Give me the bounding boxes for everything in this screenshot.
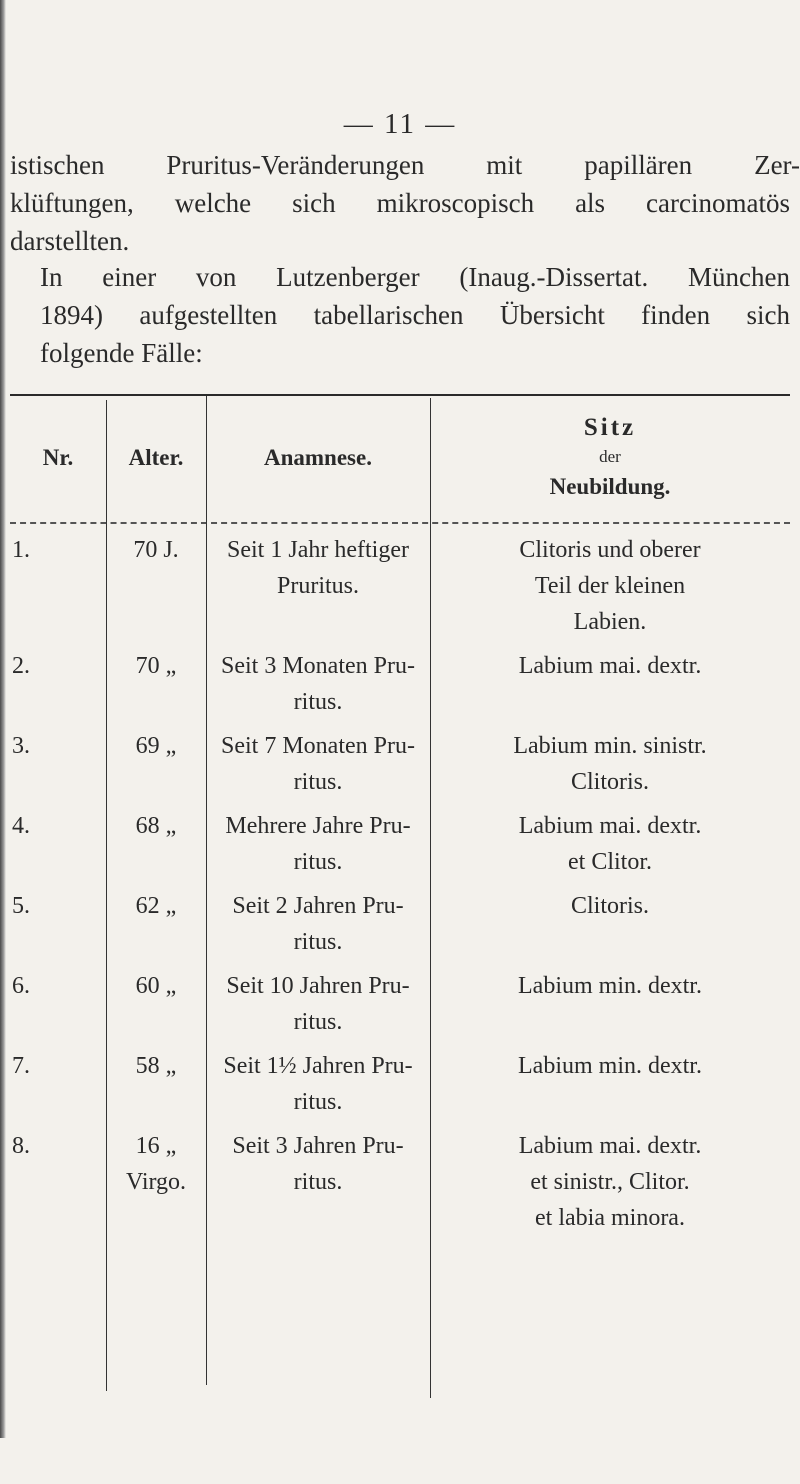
header-sitz-title: Sitz [583,414,637,441]
cell-sitz [430,1048,790,1084]
cell-alter [106,532,206,568]
cell-sitz [430,532,790,640]
cell-sitz [430,968,790,1004]
cell-alter-line: 69 „ [135,733,177,759]
cell-anamnese-line: Mehrere Jahre Pru- [225,813,411,839]
paragraph-1 [10,146,800,260]
cell-anamnese-line: Seit 1½ Jahren Pru- [223,1053,413,1079]
cell-alter [106,888,206,924]
cell-anamnese-line: ritus. [293,689,343,715]
cell-sitz-line: Labium mai. dextr. [518,653,702,679]
cell-anamnese-line: ritus. [293,1009,343,1035]
cell-sitz [430,888,790,924]
paragraph-2 [10,258,790,372]
cell-sitz-line: Labien. [573,609,647,635]
cell-anamnese-line: Seit 1 Jahr heftiger [227,537,409,563]
cell-nr: 8. [12,1133,30,1159]
cell-alter-line: 58 „ [135,1053,177,1079]
cell-alter-line: 62 „ [135,893,177,919]
cell-sitz-line: Labium min. dextr. [518,973,702,999]
header-anamnese: Anamnese. [264,445,372,470]
table-header-rule [10,522,790,524]
cell-alter [106,808,206,844]
paragraph-1-line-2: klüftungen, welche sich mikroscopisch als carcinomatös [10,188,790,218]
cell-anamnese [208,888,428,960]
header-sitz-subtitle: Neubildung. [549,474,671,499]
cell-alter-line: 68 „ [135,813,177,839]
cell-sitz [430,1128,790,1236]
cell-sitz [430,808,790,880]
cell-anamnese-line: ritus. [293,1089,343,1115]
cell-sitz-line: Labium min. sinistr. [513,733,707,759]
paragraph-1-line-1: istischen Pruritus-Veränderungen mit papillären Zer- [10,150,800,180]
cell-sitz-line: Clitoris und oberer [519,537,701,563]
cell-anamnese [208,968,428,1040]
cell-sitz-line: Clitoris. [570,893,649,919]
header-sitz [430,394,790,522]
cell-sitz-line: Labium mai. dextr. [518,813,702,839]
cell-sitz-line: et Clitor. [568,849,652,875]
cell-alter [106,648,206,684]
paragraph-1-line-3: darstellten. [10,226,130,256]
cell-alter-line: 16 „ [135,1133,177,1159]
cases-table [10,394,790,1484]
header-sitz-der: der [599,447,621,466]
cell-anamnese-line: Seit 2 Jahren Pru- [232,893,404,919]
cell-alter-line: 70 J. [133,537,179,563]
cell-anamnese-line: ritus. [293,929,343,955]
cell-anamnese [208,728,428,800]
cell-alter-line: Virgo. [125,1169,187,1195]
cell-alter-line: 70 „ [135,653,177,679]
cell-nr: 2. [12,653,30,679]
cell-anamnese-line: Seit 3 Jahren Pru- [232,1133,404,1159]
cell-sitz-line: et labia minora. [535,1205,685,1231]
cell-anamnese [208,808,428,880]
cell-sitz-line: Labium mai. dextr. [518,1133,702,1159]
paragraph-2-line-2: 1894) aufgestellten tabellarischen Übersicht finden sich [40,300,790,330]
cell-sitz-line: Labium min. dextr. [518,1053,702,1079]
paragraph-2-line-3: folgende Fälle: [40,338,203,368]
column-divider [206,396,207,1385]
cell-anamnese-line: Seit 3 Monaten Pru- [221,653,415,679]
page-number: — 11 — [343,108,457,140]
cell-sitz [430,728,790,800]
cell-nr: 7. [12,1053,30,1079]
cell-anamnese-line: Seit 10 Jahren Pru- [226,973,410,999]
cell-sitz-line: et sinistr., Clitor. [530,1169,690,1195]
cell-nr: 6. [12,973,30,999]
header-nr: Nr. [42,445,74,470]
cell-alter [106,728,206,764]
cell-anamnese [208,532,428,604]
cell-alter-line: 60 „ [135,973,177,999]
cell-anamnese [208,648,428,720]
cell-alter [106,1048,206,1084]
cell-sitz [430,648,790,684]
cell-anamnese-line: ritus. [293,849,343,875]
paragraph-2-line-1: In einer von Lutzenberger (Inaug.-Dissertat. München [40,262,790,292]
cell-anamnese-line: Pruritus. [276,573,359,599]
page-binding-edge [0,0,6,1438]
cell-nr: 4. [12,813,30,839]
cell-sitz-line: Clitoris. [570,769,649,795]
cell-alter [106,968,206,1004]
cell-sitz-line: Teil der kleinen [534,573,686,599]
cell-anamnese-line: Seit 7 Monaten Pru- [221,733,415,759]
cell-nr: 5. [12,893,30,919]
cell-anamnese-line: ritus. [293,769,343,795]
cell-nr: 1. [12,537,30,563]
cell-nr: 3. [12,733,30,759]
cell-anamnese [208,1128,428,1200]
header-alter: Alter. [128,445,184,470]
cell-anamnese-line: ritus. [293,1169,343,1195]
cell-alter [106,1128,206,1200]
cell-anamnese [208,1048,428,1120]
